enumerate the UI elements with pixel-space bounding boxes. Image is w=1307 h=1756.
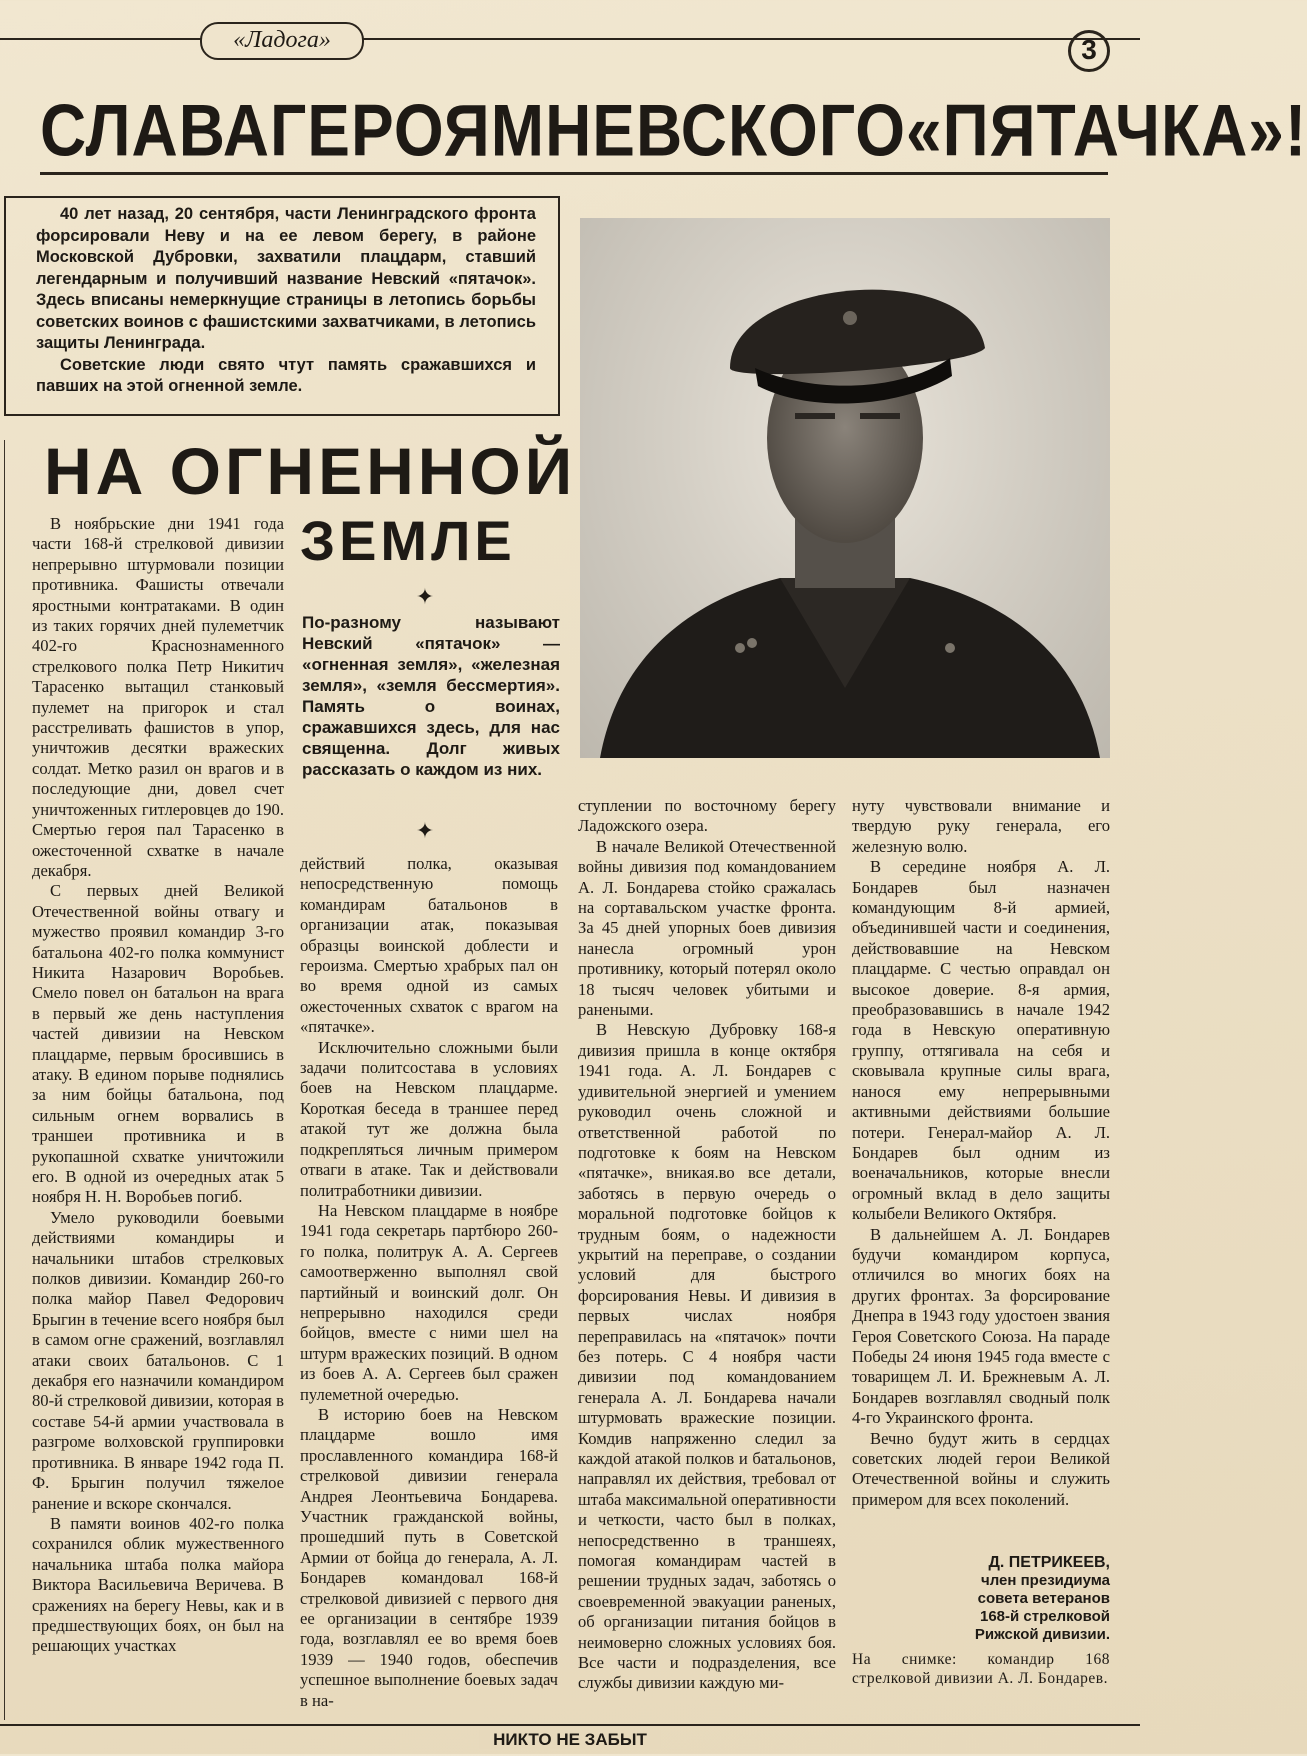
ornament-star: ✦ — [415, 584, 435, 609]
paragraph: действий полка, оказывая непосредственную помощь командирам батальонов в организации атак, показывая образцы воинской доблести и героизма. Смертью храбрых пал он во время одной из самых ожесточенных схваток с врагом на «пятачке». — [300, 854, 558, 1037]
author-name: Д. ПЕТРИКЕЕВ, — [988, 1554, 1110, 1571]
paragraph: Исключительно сложными были задачи политсостава в условиях боев на Невском плацдарме. Короткая беседа в траншее перед атакой тут же должна была подкрепляться личным примером отваги в атаке. Так и действовали политработники дивизии. — [300, 1037, 558, 1200]
author-role-line: 168-й стрелковой — [979, 1608, 1110, 1625]
footer-label: НИКТО НЕ ЗАБЫТ — [479, 1730, 661, 1749]
commander-photo — [580, 218, 1110, 758]
paragraph: Вечно будут жить в сердцах советских людей герои Великой Отечественной войны и служить примером для всех поколений. — [852, 1428, 1110, 1509]
paragraph: В середине ноября А. Л. Бондарев был назначен командующим 8-й армией, объединившей части и соединения, действовавшие на Невском плацдарме. С честью оправдал он высокое доверие. 8-я армия, преобразовавшись в начале 1942 года в Невскую оперативную группу, оттягивала на себя и сковывала крупные силы врага, нанося ему непрерывными активными действиями большие потери. Генерал-майор А. Л. Бондарев был одним из военачальников, которые внесли огромный вклад в дело защиты колыбели Великого Октября. — [852, 857, 1110, 1224]
paragraph: В памяти воинов 402-го полка сохранился облик мужественного начальника штаба полка майора Виктора Васильевича Веричева. В сражениях на берегу Невы, как и в предшествующих боях, он был на решающих участках — [32, 1513, 284, 1656]
paragraph: В Невскую Дубровку 168-я дивизия пришла в конце октября 1941 года. А. Л. Бондарев с удивительной энергией и умением руководил очень сложной и ответственной работой по подготовке к боям на Невском «пятачке», вникая.во все детали, заботясь в первую очередь о моральной подготовке бойцов к трудным боям, о надежности укрытий на переправе, о создании условий для быстрого форсирования Невы. И дивизия в первых числах ноября переправилась на «пятачок» почти без потерь. С 4 ноября части дивизии под командованием генерала А. Л. Бондарева начали штурмовать вражеские позиции. Комдив напряженно следил за каждой атакой полков и батальонов, направлял их действия, требовал от штаба максимальной оперативности и четкости, часто был в полках, непосредственно в траншеях, помогая командирам частей в решении трудных задач, заботясь о своевременной эвакуации раненых, об организации питания бойцов в неимоверно сложных условиях боя. Все части и подразделения, все службы дивизии каждую ми- — [578, 1020, 836, 1693]
photo-caption: На снимке: командир 168 стрелковой дивизии А. Л. Бондарев. — [852, 1651, 1110, 1687]
headline-rule — [40, 172, 1108, 175]
article-column-3 — [578, 796, 836, 1694]
headline — [40, 84, 1307, 176]
article-column-2 — [300, 854, 558, 1711]
article-column-4 — [852, 796, 1110, 1510]
lead-paragraph: Советские люди свято чтут память сражавшихся и павших на этой огненной земле. — [36, 355, 536, 395]
paragraph: С первых дней Великой Отечественной войны отвагу и мужество проявил командир 3-го батальона 402-го полка коммунист Никита Назарович Воробьев. Смело повел он батальон на врага в первый же день наступления частей дивизии на Невском плацдарме, первым бросившись в атаку. В едином порыве поднялись за ним бойцы батальона, под сильным огнем ворвались в траншеи противника и в рукопашной схватке уничтожили его. В одной из очередных атак 5 ноября Н. Н. Воробьев погиб. — [32, 881, 284, 1207]
paragraph: В начале Великой Отечественной войны дивизия под командованием А. Л. Бондарева стойко сражалась на сортавальском участке фронта. За 45 дней упорных боев дивизия нанесла огромный урон противнику, который потерял около 18 тысяч человек убитыми и ранеными. — [578, 836, 836, 1020]
footer-rubric — [0, 1724, 1140, 1756]
paragraph: ступлении по восточному берегу Ладожского озера. — [578, 796, 836, 836]
page-number: 3 — [1068, 30, 1110, 72]
masthead-rule — [0, 38, 1140, 40]
newspaper-name: «Ладога» — [200, 22, 364, 60]
lead-box — [4, 196, 560, 416]
author-role-line: член президиума — [981, 1572, 1110, 1589]
headline-word: ГЕРОЯМ — [270, 88, 546, 172]
headline-word: СЛАВА — [40, 88, 270, 172]
article-intro: По-разному называют Невский «пятачок» — «огненная земля», «железная земля», «земля бессмертия». Память о воинах, сражавшихся здесь, для нас священна. Долг живых рассказать о каждом из них. — [302, 613, 560, 779]
lead-paragraph: 40 лет назад, 20 сентября, части Ленинградского фронта форсировали Неву и на ее левом берегу, в районе Московской Дубровки, захватили плацдарм, ставший легендарным и получивший название Невский «пятачок». Здесь вписаны немеркнущие страницы в летопись борьбы советских воинов с фашистскими захватчиками, в летопись защиты Ленинграда. — [36, 205, 536, 352]
article-title-line2: ЗЕМЛЕ — [300, 509, 516, 572]
author-role-line: совета ветеранов — [977, 1590, 1110, 1607]
paragraph: нуту чувствовали внимание и твердую руку генерала, его железную волю. — [852, 796, 1110, 856]
paragraph: На Невском плацдарме в ноябре 1941 года секретарь партбюро 260-го полка, политрук А. А. Сергеев самоотверженно выполнял свой партийный и воинский долг. Он непрерывно находился среди бойцов, вместе с ними шел на штурм вражеских позиций. В одном из боев А. А. Сергеев был сражен пулеметной очередью. — [300, 1200, 558, 1404]
column-rule — [4, 440, 5, 1720]
signature-block — [852, 1554, 1110, 1688]
headline-word: «ПЯТАЧКА»! — [906, 88, 1307, 172]
paragraph: В ноябрьские дни 1941 года части 168-й стрелковой дивизии непрерывно штурмовали позиции противника. Фашисты отвечали яростными контратаками. В один из таких горячих дней пулеметчик 402-го Краснознаменного стрелкового полка Петр Никитич Тарасенко вытащил станковый пулемет на пригорок и стал расстреливать фашистов в упор, уничтожив десятки вражеских солдат. Метко разил он врагов и в последующие дни, довел счет уничтоженных гитлеровцев до 190. Смертью героя пал Тарасенко в ожесточенной схватке в начале декабря. — [32, 514, 284, 880]
paragraph: В дальнейшем А. Л. Бондарев будучи командиром корпуса, отличился во многих боях на других фронтах. За форсирование Днепра в 1943 году удостоен звания Героя Советского Союза. На параде Победы 24 июня 1945 года вместе с товарищем Л. И. Брежневым А. Л. Бондарев возглавлял сводный полк 4-го Украинского фронта. — [852, 1224, 1110, 1428]
author-role-line: Рижской дивизии. — [974, 1626, 1110, 1643]
ornament-star: ✦ — [415, 818, 435, 843]
article-column-1 — [32, 514, 284, 1657]
paragraph: В историю боев на Невском плацдарме вошло имя прославленного командира 168-й стрелковой дивизии генерала Андрея Леонтьевича Бондарева. Участник гражданской войны, прошедший путь в Советской Армии от бойца до генерала, А. Л. Бондарев командовал 168-й стрелковой дивизией с первого дня ее организации в сентябре 1939 года, возглавлял ее во время боев 1939 — 1940 годов, обеспечив успешное выполнение боевых задач в на- — [300, 1404, 558, 1710]
headline-word: НЕВСКОГО — [545, 88, 907, 172]
paragraph: Умело руководили боевыми действиями командиры и начальники штабов стрелковых полков дивизии. Командир 260-го полка майор Павел Федорович Брыгин в течение всего ноября был в самом огне сражений, возглавлял атаки своих батальонов. С 1 декабря его назначили командиром 80-й стрелковой дивизии, которая в составе 54-й армии участвовала в разгроме волховской группировки противника. В январе 1942 года П. Ф. Брыгин получил тяжелое ранение и вскоре скончался. — [32, 1207, 284, 1513]
article-title-line1: НА ОГНЕННОЙ — [44, 434, 577, 508]
